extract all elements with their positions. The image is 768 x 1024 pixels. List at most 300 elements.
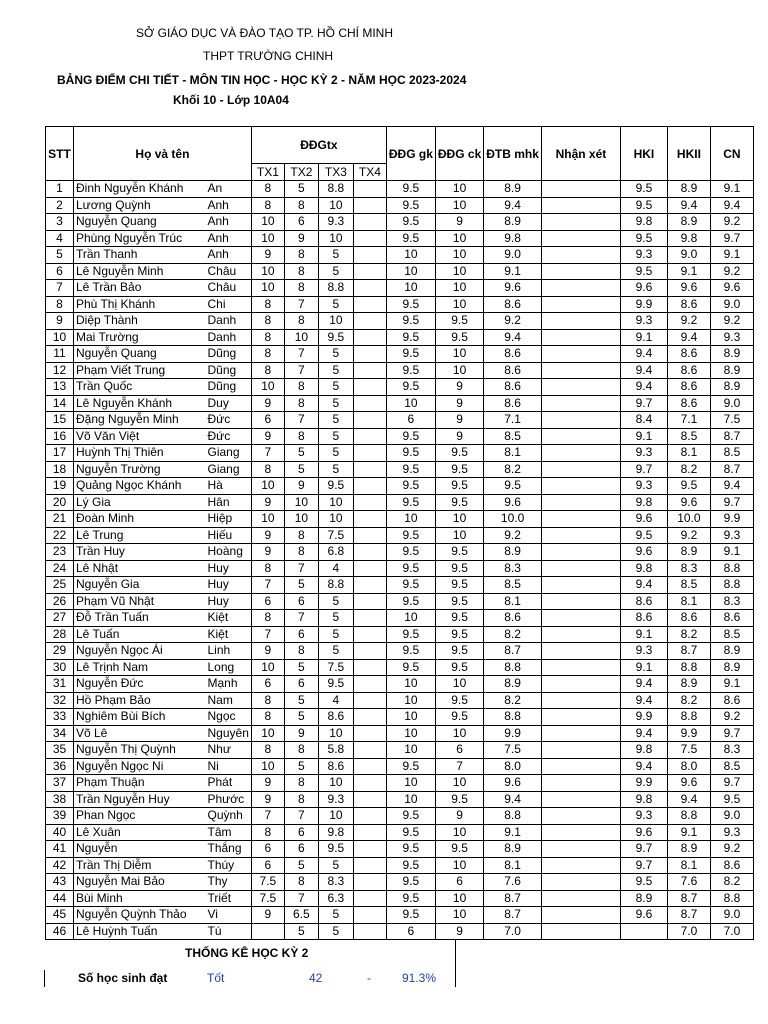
- cell-tx1: 9: [251, 527, 284, 544]
- cell-hkii: 8.7: [667, 890, 710, 907]
- cell-given-name: Giang: [206, 461, 252, 478]
- cell-tx1: 10: [251, 478, 284, 495]
- cell-surname: Nguyễn Quang: [74, 214, 206, 231]
- cell-hki: 8.4: [620, 412, 667, 429]
- cell-nhan-xet: [541, 742, 620, 759]
- cell-tx3: 7.5: [318, 659, 353, 676]
- cell-tx2: 8: [284, 874, 318, 891]
- stats-label: Số học sinh đạt: [78, 971, 168, 985]
- cell-given-name: Châu: [206, 263, 252, 280]
- cell-hki: 9.8: [620, 791, 667, 808]
- cell-dtb-mhk: 8.9: [484, 676, 542, 693]
- cell-ddg-gk: 9.5: [386, 214, 435, 231]
- cell-tx4: [353, 923, 386, 940]
- cell-tx3: 10: [318, 775, 353, 792]
- cell-hki: 8.9: [620, 890, 667, 907]
- cell-ddg-gk: 9.5: [386, 560, 435, 577]
- cell-hki: 9.7: [620, 841, 667, 858]
- cell-dtb-mhk: 7.6: [484, 874, 542, 891]
- cell-surname: Trần Thanh: [74, 247, 206, 264]
- cell-ddg-gk: 10: [386, 395, 435, 412]
- cell-tx2: 8: [284, 643, 318, 660]
- cell-stt: 38: [46, 791, 74, 808]
- cell-nhan-xet: [541, 610, 620, 627]
- col-name: Họ và tên: [74, 127, 252, 181]
- cell-nhan-xet: [541, 478, 620, 495]
- table-row: [46, 280, 754, 297]
- cell-given-name: Kiệt: [206, 626, 252, 643]
- cell-ddg-ck: 10: [435, 907, 483, 924]
- table-row: [46, 742, 754, 759]
- cell-tx2: 5: [284, 445, 318, 462]
- cell-ddg-ck: 10: [435, 230, 483, 247]
- cell-tx2: 10: [284, 511, 318, 528]
- cell-dtb-mhk: 8.8: [484, 659, 542, 676]
- cell-tx4: [353, 791, 386, 808]
- cell-stt: 43: [46, 874, 74, 891]
- cell-surname: Huỳnh Thị Thiên: [74, 445, 206, 462]
- cell-ddg-ck: 9: [435, 214, 483, 231]
- cell-surname: Phạm Viết Trung: [74, 362, 206, 379]
- cell-nhan-xet: [541, 577, 620, 594]
- cell-hkii: 9.4: [667, 329, 710, 346]
- cell-surname: Phù Thị Khánh: [74, 296, 206, 313]
- cell-tx3: 4: [318, 560, 353, 577]
- cell-cn: 9.7: [710, 230, 753, 247]
- cell-ddg-gk: 9.5: [386, 329, 435, 346]
- cell-cn: 9.4: [710, 478, 753, 495]
- cell-given-name: Linh: [206, 643, 252, 660]
- cell-tx3: 5: [318, 296, 353, 313]
- cell-tx4: [353, 857, 386, 874]
- cell-dtb-mhk: 8.1: [484, 857, 542, 874]
- cell-hkii: 9.1: [667, 824, 710, 841]
- table-row: [46, 907, 754, 924]
- cell-ddg-ck: 9: [435, 428, 483, 445]
- cell-stt: 4: [46, 230, 74, 247]
- cell-tx3: 5: [318, 445, 353, 462]
- cell-hkii: 8.1: [667, 445, 710, 462]
- cell-nhan-xet: [541, 379, 620, 396]
- cell-given-name: Hoàng: [206, 544, 252, 561]
- cell-ddg-gk: 9.5: [386, 494, 435, 511]
- cell-ddg-gk: 9.5: [386, 874, 435, 891]
- cell-ddg-ck: 7: [435, 758, 483, 775]
- col-tx1: TX1: [251, 164, 284, 181]
- table-row: [46, 874, 754, 891]
- cell-tx4: [353, 280, 386, 297]
- cell-tx3: 5: [318, 907, 353, 924]
- cell-nhan-xet: [541, 362, 620, 379]
- cell-tx2: 8: [284, 197, 318, 214]
- cell-surname: Hồ Phạm Bảo: [74, 692, 206, 709]
- cell-tx1: 7.5: [251, 874, 284, 891]
- cell-cn: 9.1: [710, 181, 753, 198]
- cell-cn: 9.3: [710, 329, 753, 346]
- cell-hki: 9.8: [620, 494, 667, 511]
- cell-ddg-ck: 10: [435, 263, 483, 280]
- cell-hki: 9.4: [620, 676, 667, 693]
- cell-tx2: 6: [284, 841, 318, 858]
- cell-tx1: 8: [251, 329, 284, 346]
- cell-stt: 1: [46, 181, 74, 198]
- cell-surname: Lương Quỳnh: [74, 197, 206, 214]
- cell-dtb-mhk: 7.1: [484, 412, 542, 429]
- cell-hkii: 9.0: [667, 247, 710, 264]
- cell-nhan-xet: [541, 725, 620, 742]
- cell-stt: 44: [46, 890, 74, 907]
- cell-given-name: Phát: [206, 775, 252, 792]
- cell-hkii: 9.6: [667, 775, 710, 792]
- cell-stt: 33: [46, 709, 74, 726]
- cell-tx3: 9.5: [318, 329, 353, 346]
- cell-stt: 41: [46, 841, 74, 858]
- cell-ddg-ck: 10: [435, 247, 483, 264]
- cell-nhan-xet: [541, 230, 620, 247]
- cell-ddg-ck: 9: [435, 808, 483, 825]
- cell-cn: 9.6: [710, 280, 753, 297]
- cell-hkii: 8.9: [667, 544, 710, 561]
- cell-hkii: 8.6: [667, 379, 710, 396]
- cell-tx2: 7: [284, 560, 318, 577]
- cell-tx3: 5: [318, 428, 353, 445]
- table-row: [46, 494, 754, 511]
- cell-cn: 9.3: [710, 824, 753, 841]
- cell-tx3: 7.5: [318, 527, 353, 544]
- cell-surname: Lê Tuấn: [74, 626, 206, 643]
- cell-dtb-mhk: 9.6: [484, 775, 542, 792]
- cell-tx2: 6.5: [284, 907, 318, 924]
- cell-stt: 5: [46, 247, 74, 264]
- cell-tx4: [353, 560, 386, 577]
- cell-hki: 9.5: [620, 230, 667, 247]
- cell-hkii: 9.6: [667, 494, 710, 511]
- cell-tx1: 10: [251, 379, 284, 396]
- cell-tx3: 5: [318, 247, 353, 264]
- cell-cn: 9.7: [710, 775, 753, 792]
- table-row: [46, 461, 754, 478]
- cell-cn: 8.5: [710, 626, 753, 643]
- cell-dtb-mhk: 8.9: [484, 544, 542, 561]
- cell-ddg-gk: 9.5: [386, 296, 435, 313]
- cell-nhan-xet: [541, 544, 620, 561]
- cell-tx2: 8: [284, 791, 318, 808]
- cell-tx4: [353, 709, 386, 726]
- cell-tx2: 5: [284, 659, 318, 676]
- table-row: [46, 824, 754, 841]
- cell-given-name: Dũng: [206, 379, 252, 396]
- table-row: [46, 263, 754, 280]
- cell-surname: Lê Xuân: [74, 824, 206, 841]
- cell-tx3: 8.6: [318, 709, 353, 726]
- cell-tx4: [353, 445, 386, 462]
- table-row: [46, 758, 754, 775]
- cell-cn: 8.7: [710, 461, 753, 478]
- cell-given-name: Như: [206, 742, 252, 759]
- cell-cn: 8.9: [710, 362, 753, 379]
- cell-tx2: 8: [284, 379, 318, 396]
- cell-ddg-ck: 9.5: [435, 494, 483, 511]
- cell-tx4: [353, 395, 386, 412]
- cell-hkii: 8.6: [667, 610, 710, 627]
- cell-tx3: 9.5: [318, 841, 353, 858]
- cell-ddg-gk: 9.5: [386, 527, 435, 544]
- cell-dtb-mhk: 8.9: [484, 214, 542, 231]
- cell-hki: 9.5: [620, 874, 667, 891]
- cell-given-name: Anh: [206, 230, 252, 247]
- cell-hkii: 8.9: [667, 181, 710, 198]
- cell-tx1: 9: [251, 775, 284, 792]
- cell-ddg-ck: 9.5: [435, 329, 483, 346]
- cell-tx2: 8: [284, 742, 318, 759]
- cell-ddg-ck: 9.5: [435, 659, 483, 676]
- cell-tx2: 5: [284, 923, 318, 940]
- cell-hki: 9.5: [620, 263, 667, 280]
- cell-hkii: 8.9: [667, 214, 710, 231]
- cell-cn: 8.6: [710, 857, 753, 874]
- cell-tx3: 8.8: [318, 181, 353, 198]
- cell-ddg-gk: 10: [386, 511, 435, 528]
- cell-ddg-ck: 10: [435, 824, 483, 841]
- cell-dtb-mhk: 8.2: [484, 626, 542, 643]
- cell-tx3: 5: [318, 395, 353, 412]
- cell-tx1: 8: [251, 181, 284, 198]
- cell-tx4: [353, 412, 386, 429]
- cell-given-name: Nam: [206, 692, 252, 709]
- cell-nhan-xet: [541, 214, 620, 231]
- cell-tx1: 10: [251, 263, 284, 280]
- cell-tx4: [353, 494, 386, 511]
- cell-ddg-gk: 9.5: [386, 346, 435, 363]
- cell-cn: 8.3: [710, 742, 753, 759]
- cell-surname: Trần Thị Diễm: [74, 857, 206, 874]
- cell-ddg-ck: 10: [435, 676, 483, 693]
- cell-tx1: 10: [251, 280, 284, 297]
- cell-hki: 9.6: [620, 280, 667, 297]
- cell-tx2: 6: [284, 593, 318, 610]
- cell-tx1: 8: [251, 197, 284, 214]
- col-ddg-gk: ĐĐG gk: [386, 127, 435, 181]
- cell-tx2: 6: [284, 214, 318, 231]
- cell-dtb-mhk: 9.6: [484, 494, 542, 511]
- cell-cn: 8.9: [710, 659, 753, 676]
- cell-tx3: 8.8: [318, 280, 353, 297]
- cell-cn: 9.1: [710, 544, 753, 561]
- cell-surname: Nguyễn Đức: [74, 676, 206, 693]
- cell-nhan-xet: [541, 527, 620, 544]
- cell-cn: 8.8: [710, 890, 753, 907]
- cell-tx2: 8: [284, 263, 318, 280]
- cell-tx2: 6: [284, 824, 318, 841]
- cell-hkii: 8.6: [667, 346, 710, 363]
- cell-hki: 8.6: [620, 610, 667, 627]
- cell-hkii: 10.0: [667, 511, 710, 528]
- cell-ddg-ck: 9: [435, 923, 483, 940]
- cell-stt: 45: [46, 907, 74, 924]
- col-hkii: HKII: [667, 127, 710, 181]
- cell-tx1: 10: [251, 214, 284, 231]
- cell-nhan-xet: [541, 313, 620, 330]
- cell-hkii: 7.5: [667, 742, 710, 759]
- cell-tx3: 5: [318, 923, 353, 940]
- cell-nhan-xet: [541, 428, 620, 445]
- table-row: [46, 478, 754, 495]
- cell-hkii: 8.2: [667, 692, 710, 709]
- table-row: [46, 214, 754, 231]
- cell-given-name: Thy: [206, 874, 252, 891]
- cell-tx1: 8: [251, 610, 284, 627]
- cell-stt: 32: [46, 692, 74, 709]
- cell-ddg-ck: 6: [435, 742, 483, 759]
- cell-tx2: 7: [284, 296, 318, 313]
- cell-hkii: 8.7: [667, 643, 710, 660]
- cell-tx3: 5: [318, 643, 353, 660]
- cell-ddg-gk: 9.5: [386, 197, 435, 214]
- cell-ddg-gk: 9.5: [386, 181, 435, 198]
- cell-given-name: Giang: [206, 445, 252, 462]
- cell-ddg-gk: 9.5: [386, 824, 435, 841]
- cell-hkii: 9.1: [667, 263, 710, 280]
- cell-tx4: [353, 890, 386, 907]
- cell-tx1: 6: [251, 593, 284, 610]
- cell-dtb-mhk: 8.0: [484, 758, 542, 775]
- cell-hki: 9.4: [620, 362, 667, 379]
- cell-stt: 20: [46, 494, 74, 511]
- cell-stt: 23: [46, 544, 74, 561]
- cell-tx2: 9: [284, 478, 318, 495]
- cell-tx1: 9: [251, 907, 284, 924]
- cell-stt: 21: [46, 511, 74, 528]
- cell-surname: Nguyễn Gia: [74, 577, 206, 594]
- cell-tx2: 10: [284, 494, 318, 511]
- cell-tx3: 9.5: [318, 676, 353, 693]
- cell-ddg-ck: 9.5: [435, 626, 483, 643]
- table-row: [46, 329, 754, 346]
- cell-tx4: [353, 527, 386, 544]
- cell-nhan-xet: [541, 626, 620, 643]
- cell-ddg-gk: 9.5: [386, 907, 435, 924]
- cell-surname: Đặng Nguyễn Minh: [74, 412, 206, 429]
- cell-tx1: 10: [251, 659, 284, 676]
- cell-hkii: 9.4: [667, 791, 710, 808]
- cell-hki: 9.8: [620, 560, 667, 577]
- cell-hkii: 8.8: [667, 659, 710, 676]
- cell-given-name: Huy: [206, 593, 252, 610]
- cell-stt: 13: [46, 379, 74, 396]
- cell-hki: 9.1: [620, 626, 667, 643]
- cell-nhan-xet: [541, 857, 620, 874]
- cell-cn: 9.4: [710, 197, 753, 214]
- cell-cn: 9.9: [710, 511, 753, 528]
- cell-hkii: 8.5: [667, 428, 710, 445]
- cell-cn: 9.0: [710, 296, 753, 313]
- cell-ddg-gk: 9.5: [386, 808, 435, 825]
- cell-cn: 8.6: [710, 692, 753, 709]
- cell-stt: 19: [46, 478, 74, 495]
- cell-tx3: 10: [318, 230, 353, 247]
- cell-surname: Phạm Vũ Nhật: [74, 593, 206, 610]
- table-row: [46, 577, 754, 594]
- cell-surname: Nguyễn Trường: [74, 461, 206, 478]
- cell-cn: 8.6: [710, 610, 753, 627]
- cell-hkii: 8.8: [667, 808, 710, 825]
- cell-surname: Quảng Ngọc Khánh: [74, 478, 206, 495]
- cell-hkii: 8.6: [667, 395, 710, 412]
- cell-ddg-ck: 10: [435, 280, 483, 297]
- cell-hki: 9.3: [620, 445, 667, 462]
- cell-dtb-mhk: 8.5: [484, 428, 542, 445]
- cell-ddg-gk: 10: [386, 725, 435, 742]
- cell-stt: 42: [46, 857, 74, 874]
- cell-tx4: [353, 610, 386, 627]
- cell-stt: 31: [46, 676, 74, 693]
- cell-ddg-gk: 9.5: [386, 461, 435, 478]
- cell-stt: 14: [46, 395, 74, 412]
- cell-surname: Lê Trịnh Nam: [74, 659, 206, 676]
- cell-stt: 34: [46, 725, 74, 742]
- cell-dtb-mhk: 9.9: [484, 725, 542, 742]
- cell-tx3: 10: [318, 313, 353, 330]
- cell-dtb-mhk: 7.0: [484, 923, 542, 940]
- cell-tx2: 7: [284, 808, 318, 825]
- cell-tx1: 9: [251, 791, 284, 808]
- table-row: [46, 775, 754, 792]
- cell-tx3: 9.3: [318, 214, 353, 231]
- cell-surname: Lê Nhật: [74, 560, 206, 577]
- cell-stt: 17: [46, 445, 74, 462]
- cell-ddg-ck: 10: [435, 511, 483, 528]
- cell-cn: 9.7: [710, 494, 753, 511]
- cell-tx4: [353, 874, 386, 891]
- cell-ddg-gk: 9.5: [386, 857, 435, 874]
- cell-hkii: 8.0: [667, 758, 710, 775]
- cell-stt: 12: [46, 362, 74, 379]
- cell-tx2: 8: [284, 280, 318, 297]
- cell-stt: 8: [46, 296, 74, 313]
- cell-ddg-gk: 9.5: [386, 445, 435, 462]
- stats-count: 42: [309, 971, 323, 985]
- cell-ddg-gk: 10: [386, 709, 435, 726]
- cell-tx4: [353, 329, 386, 346]
- cell-ddg-gk: 9.5: [386, 890, 435, 907]
- cell-hkii: 8.5: [667, 577, 710, 594]
- cell-hki: 9.3: [620, 643, 667, 660]
- cell-cn: 8.5: [710, 758, 753, 775]
- cell-given-name: Hân: [206, 494, 252, 511]
- cell-cn: 9.1: [710, 676, 753, 693]
- cell-dtb-mhk: 8.6: [484, 346, 542, 363]
- cell-tx3: 6.3: [318, 890, 353, 907]
- cell-ddg-ck: 9: [435, 379, 483, 396]
- cell-nhan-xet: [541, 346, 620, 363]
- cell-stt: 18: [46, 461, 74, 478]
- table-row: [46, 395, 754, 412]
- cell-surname: Nguyễn Ngọc Ni: [74, 758, 206, 775]
- cell-hkii: 7.0: [667, 923, 710, 940]
- stats-dash: -: [367, 971, 371, 985]
- cell-tx4: [353, 758, 386, 775]
- cell-stt: 36: [46, 758, 74, 775]
- cell-nhan-xet: [541, 643, 620, 660]
- cell-ddg-ck: 9.5: [435, 577, 483, 594]
- cell-tx1: 8: [251, 313, 284, 330]
- col-stt: STT: [46, 127, 74, 181]
- cell-nhan-xet: [541, 841, 620, 858]
- cell-tx1: 8: [251, 461, 284, 478]
- cell-tx4: [353, 296, 386, 313]
- cell-ddg-ck: 10: [435, 346, 483, 363]
- cell-surname: Lê Trần Bảo: [74, 280, 206, 297]
